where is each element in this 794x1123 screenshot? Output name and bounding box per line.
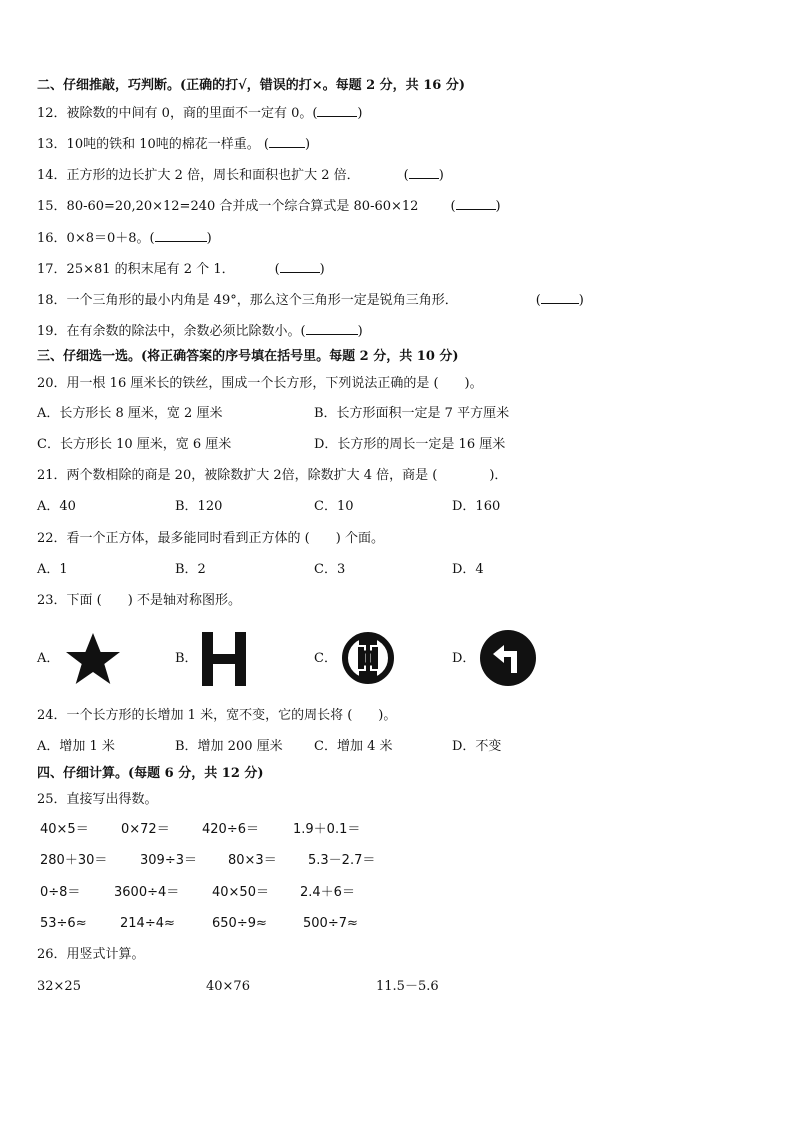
option-b[interactable]: B． — [175, 651, 198, 666]
question-16 — [37, 230, 212, 247]
question-text: 18．一个三角形的最小内角是 49°，那么这个三角形一定是锐角三角形． — [37, 293, 458, 308]
vertical-calc-item: 11.5－5.6 — [376, 979, 439, 994]
option-a[interactable]: A．1 — [37, 562, 68, 577]
question-20: 20．用一根 16 厘米长的铁丝，围成一个长方形，下列说法正确的是 ( )。 — [37, 376, 483, 391]
option-a[interactable]: A． — [37, 651, 60, 666]
option-c[interactable]: C．10 — [314, 499, 354, 514]
section-3-title: 三、仔细选一选。(将正确答案的序号填在括号里。每题 2 分，共 10 分) — [37, 349, 459, 364]
answer-blank[interactable] — [317, 105, 357, 117]
question-tail: ) — [206, 231, 212, 246]
answer-blank[interactable] — [280, 261, 320, 273]
option-d[interactable]: D．不变 — [452, 739, 502, 754]
section-4-title: 四、仔细计算。(每题 6 分，共 12 分) — [37, 766, 264, 781]
option-a[interactable]: A．增加 1 米 — [37, 739, 115, 754]
letter-h-icon — [202, 632, 246, 686]
option-a[interactable]: A．长方形长 8 厘米，宽 2 厘米 — [37, 406, 223, 421]
option-c[interactable]: C．长方形长 10 厘米，宽 6 厘米 — [37, 437, 232, 452]
calc-item: 420÷6＝ — [202, 822, 259, 837]
option-c[interactable]: C．增加 4 米 — [314, 739, 393, 754]
answer-blank[interactable] — [155, 230, 207, 242]
question-17: 17．25×81 的积末尾有 2 个 1． ( ) — [37, 262, 325, 277]
answer-blank[interactable] — [456, 198, 496, 210]
question-tail: ) — [357, 106, 363, 121]
option-c[interactable]: C． — [314, 651, 337, 666]
section-2-title: 二、仔细推敲，巧判断。(正确的打√，错误的打×。每题 2 分，共 16 分) — [37, 78, 465, 93]
question-text: 17．25×81 的积末尾有 2 个 1． — [37, 262, 235, 277]
question-tail: ) — [438, 168, 444, 183]
question-text: 16．0×8＝0＋8。( — [37, 231, 155, 246]
question-tail: ) — [495, 199, 501, 214]
question-text: 19．在有余数的除法中，余数必须比除数小。( — [37, 324, 306, 339]
turn-left-arrow-icon — [479, 629, 537, 687]
calc-item: 500÷7≈ — [303, 916, 358, 931]
option-d[interactable]: D．4 — [452, 562, 484, 577]
calc-item: 40×5＝ — [40, 822, 89, 837]
calc-item: 309÷3＝ — [140, 853, 197, 868]
question-23: 23．下面 ( ) 不是轴对称图形。 — [37, 593, 241, 608]
option-b[interactable]: B．增加 200 厘米 — [175, 739, 283, 754]
question-12 — [37, 105, 363, 122]
vertical-calc-item: 40×76 — [206, 979, 250, 994]
question-22: 22．看一个正方体，最多能同时看到正方体的 ( ) 个面。 — [37, 531, 384, 546]
question-tail: ) — [319, 262, 325, 277]
calc-item: 80×3＝ — [228, 853, 277, 868]
calc-item: 280＋30＝ — [40, 853, 108, 868]
star-icon — [62, 631, 124, 687]
question-tail: ) — [304, 137, 311, 152]
option-b[interactable]: B．长方形面积一定是 7 平方厘米 — [314, 406, 510, 421]
question-14: 14．正方形的边长扩大 2 倍，周长和面积也扩大 2 倍． ( ) — [37, 168, 444, 183]
bank-logo-icon — [340, 630, 396, 686]
question-26: 26．用竖式计算。 — [37, 947, 145, 962]
option-b[interactable]: B．2 — [175, 562, 206, 577]
question-text: 13．10吨的铁和 10吨的棉花一样重。 ( — [37, 137, 269, 152]
question-15: 15．80-60=20,20×12=240 合并成一个综合算式是 80-60×12 ( ) — [37, 199, 501, 214]
option-b[interactable]: B．120 — [175, 499, 223, 514]
calc-item: 3600÷4＝ — [114, 885, 180, 900]
answer-blank[interactable] — [306, 323, 358, 335]
option-c[interactable]: C．3 — [314, 562, 346, 577]
question-19 — [37, 323, 363, 340]
answer-blank[interactable] — [409, 167, 439, 179]
answer-blank[interactable] — [541, 292, 579, 304]
question-18: 18．一个三角形的最小内角是 49°，那么这个三角形一定是锐角三角形． ( ) — [37, 293, 584, 308]
question-tail: ) — [357, 324, 363, 339]
question-24: 24．一个长方形的长增加 1 米，宽不变，它的周长将 ( )。 — [37, 708, 397, 723]
option-a[interactable]: A．40 — [37, 499, 76, 514]
question-text: 12．被除数的中间有 0，商的里面不一定有 0。( — [37, 106, 318, 121]
option-d[interactable]: D． — [452, 651, 476, 666]
calc-item: 53÷6≈ — [40, 916, 87, 931]
question-13 — [37, 136, 310, 153]
question-tail: ) — [578, 293, 584, 308]
calc-item: 40×50＝ — [212, 885, 269, 900]
answer-blank[interactable] — [269, 136, 305, 148]
calc-item: 214÷4≈ — [120, 916, 175, 931]
calc-item: 0÷8＝ — [40, 885, 81, 900]
calc-item: 1.9＋0.1＝ — [293, 822, 361, 837]
vertical-calc-item: 32×25 — [37, 979, 81, 994]
option-d[interactable]: D．160 — [452, 499, 501, 514]
calc-item: 0×72＝ — [121, 822, 170, 837]
calc-item: 650÷9≈ — [212, 916, 267, 931]
question-text: 15．80-60=20,20×12=240 合并成一个综合算式是 80-60×12 — [37, 199, 419, 214]
calc-item: 2.4＋6＝ — [300, 885, 355, 900]
question-text: 14．正方形的边长扩大 2 倍，周长和面积也扩大 2 倍． — [37, 168, 360, 183]
option-d[interactable]: D．长方形的周长一定是 16 厘米 — [314, 437, 506, 452]
question-25: 25．直接写出得数。 — [37, 792, 158, 807]
question-21: 21．两个数相除的商是 20，被除数扩大 2倍，除数扩大 4 倍，商是 ( )． — [37, 468, 508, 483]
calc-item: 5.3－2.7＝ — [308, 853, 376, 868]
